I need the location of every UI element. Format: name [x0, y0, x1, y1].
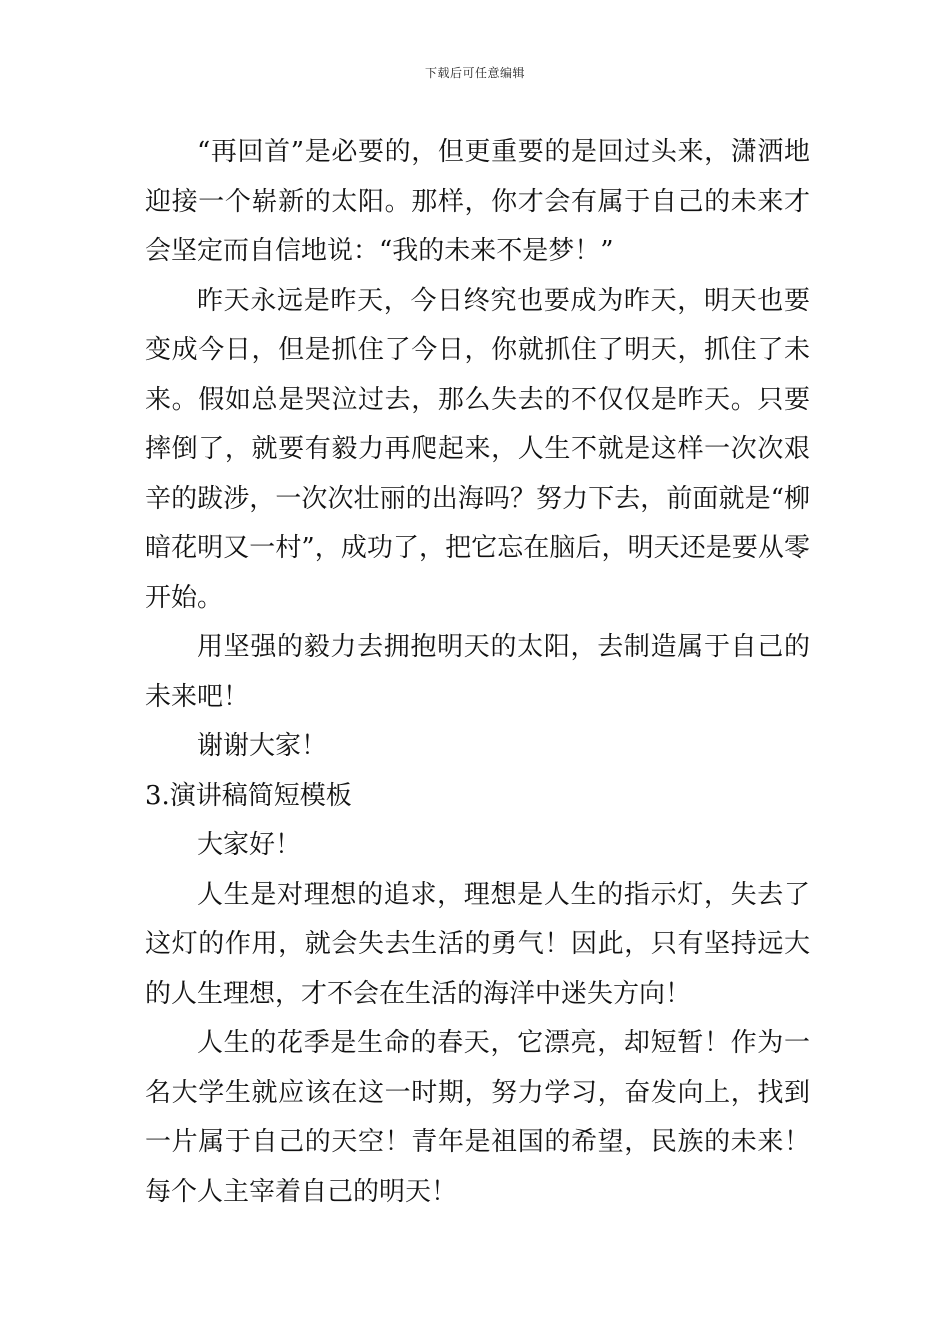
- paragraph-youth: 人生的花季是生命的春天，它漂亮，却短暂！作为一名大学生就应该在这一时期，努力学习，奋发向上，找到一片属于自己的天空！青年是祖国的希望，民族的未来！每个人主宰着自己的明天！: [145, 1028, 810, 1207]
- paragraph-thanks: 谢谢大家！: [197, 731, 328, 761]
- page-header: 下载后可任意编辑: [424, 66, 525, 80]
- paragraph-greeting: 大家好！: [197, 830, 302, 860]
- document-body: [145, 128, 810, 1217]
- section-heading: 3.演讲稿简短模板: [145, 780, 352, 811]
- paragraph-look-back: “再回首”是必要的，但更重要的是回过头来，潇洒地迎接一个崭新的太阳。那样，你才会有属于自己的未来才会坚定而自信地说：“我的未来不是梦！”: [145, 137, 810, 266]
- paragraph-ideals: 人生是对理想的追求，理想是人生的指示灯，失去了这灯的作用，就会失去生活的勇气！因此，只有坚持远大的人生理想，才不会在生活的海洋中迷失方向！: [145, 879, 810, 1009]
- paragraph-yesterday: 昨天永远是昨天，今日终究也要成为昨天，明天也要变成今日，但是抓住了今日，你就抓住了明天，抓住了未来。假如总是哭泣过去，那么失去的不仅仅是昨天。只要摔倒了，就要有毅力再爬起来，人生不就是这样一次次艰辛的跋涉，一次次壮丽的出海吗？努力下去，前面就是“柳暗花明又一村”，成功了，把它忘在脑后，明天还是要从零开始。: [145, 285, 810, 613]
- paragraph-embrace-tomorrow: 用坚强的毅力去拥抱明天的太阳，去制造属于自己的未来吧！: [145, 632, 810, 712]
